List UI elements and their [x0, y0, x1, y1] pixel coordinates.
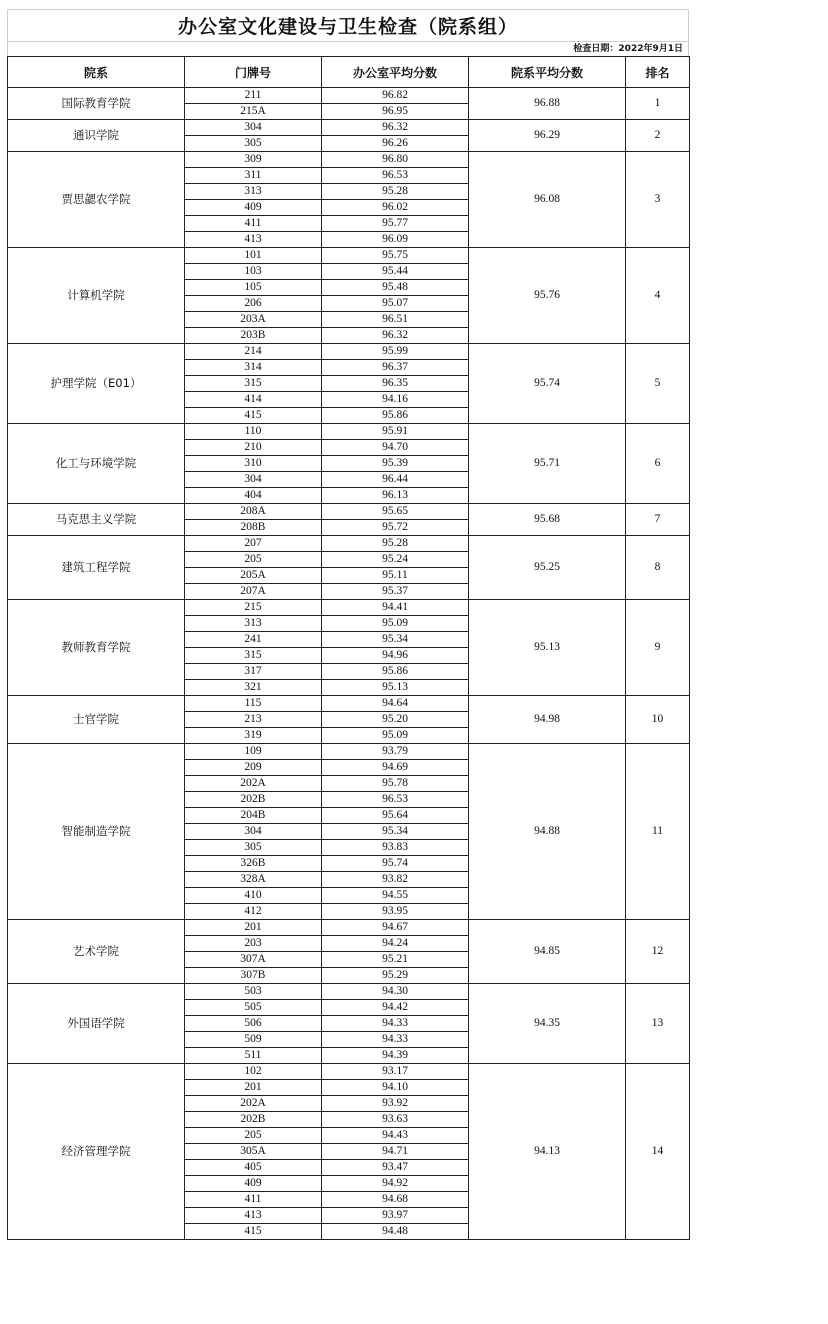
- table-row: [8, 1064, 690, 1080]
- office-avg-score: 95.24: [322, 552, 469, 568]
- room-number: 328A: [185, 872, 322, 888]
- room-number: 110: [185, 424, 322, 440]
- college-name: 贾思勰农学院: [8, 152, 185, 248]
- header-college-avg: 院系平均分数: [469, 57, 626, 88]
- office-avg-score: 95.11: [322, 568, 469, 584]
- office-avg-score: 94.68: [322, 1192, 469, 1208]
- office-avg-score: 93.97: [322, 1208, 469, 1224]
- room-number: 304: [185, 120, 322, 136]
- room-number: 511: [185, 1048, 322, 1064]
- table-row: [8, 344, 690, 360]
- room-number: 505: [185, 1000, 322, 1016]
- office-avg-score: 95.99: [322, 344, 469, 360]
- office-avg-score: 94.33: [322, 1032, 469, 1048]
- office-avg-score: 95.86: [322, 664, 469, 680]
- office-avg-score: 96.32: [322, 120, 469, 136]
- room-number: 413: [185, 232, 322, 248]
- room-number: 415: [185, 1224, 322, 1240]
- office-avg-score: 95.44: [322, 264, 469, 280]
- college-rank: 12: [626, 920, 690, 984]
- office-avg-score: 94.92: [322, 1176, 469, 1192]
- office-avg-score: 95.29: [322, 968, 469, 984]
- room-number: 321: [185, 680, 322, 696]
- office-avg-score: 94.64: [322, 696, 469, 712]
- college-avg-score: 95.76: [469, 248, 626, 344]
- room-number: 109: [185, 744, 322, 760]
- room-number: 405: [185, 1160, 322, 1176]
- office-avg-score: 95.64: [322, 808, 469, 824]
- room-number: 208A: [185, 504, 322, 520]
- room-number: 319: [185, 728, 322, 744]
- office-avg-score: 96.44: [322, 472, 469, 488]
- room-number: 202A: [185, 776, 322, 792]
- room-number: 313: [185, 184, 322, 200]
- room-number: 413: [185, 1208, 322, 1224]
- office-avg-score: 96.13: [322, 488, 469, 504]
- office-avg-score: 95.39: [322, 456, 469, 472]
- college-avg-score: 96.88: [469, 88, 626, 120]
- room-number: 409: [185, 200, 322, 216]
- college-name: 智能制造学院: [8, 744, 185, 920]
- room-number: 105: [185, 280, 322, 296]
- college-name: 外国语学院: [8, 984, 185, 1064]
- college-rank: 13: [626, 984, 690, 1064]
- office-avg-score: 94.10: [322, 1080, 469, 1096]
- office-avg-score: 95.86: [322, 408, 469, 424]
- office-avg-score: 94.70: [322, 440, 469, 456]
- office-avg-score: 95.20: [322, 712, 469, 728]
- office-avg-score: 93.63: [322, 1112, 469, 1128]
- room-number: 102: [185, 1064, 322, 1080]
- room-number: 506: [185, 1016, 322, 1032]
- table-row: [8, 984, 690, 1000]
- office-avg-score: 95.72: [322, 520, 469, 536]
- room-number: 215A: [185, 104, 322, 120]
- room-number: 313: [185, 616, 322, 632]
- college-avg-score: 95.13: [469, 600, 626, 696]
- college-avg-score: 94.85: [469, 920, 626, 984]
- college-rank: 4: [626, 248, 690, 344]
- header-row: [8, 57, 690, 88]
- sheet-title: 办公室文化建设与卫生检查（院系组）: [7, 9, 689, 41]
- date-label: 检查日期：: [573, 44, 619, 54]
- inspection-date: [7, 41, 689, 56]
- college-name: 通识学院: [8, 120, 185, 152]
- office-avg-score: 93.47: [322, 1160, 469, 1176]
- office-avg-score: 95.77: [322, 216, 469, 232]
- room-number: 115: [185, 696, 322, 712]
- room-number: 310: [185, 456, 322, 472]
- college-rank: 3: [626, 152, 690, 248]
- date-value: 2022年9月1日: [618, 44, 683, 54]
- college-name: 艺术学院: [8, 920, 185, 984]
- office-avg-score: 93.95: [322, 904, 469, 920]
- header-rank: 排名: [626, 57, 690, 88]
- room-number: 241: [185, 632, 322, 648]
- room-number: 204B: [185, 808, 322, 824]
- office-avg-score: 95.65: [322, 504, 469, 520]
- room-number: 415: [185, 408, 322, 424]
- room-number: 304: [185, 472, 322, 488]
- room-number: 414: [185, 392, 322, 408]
- office-avg-score: 95.91: [322, 424, 469, 440]
- room-number: 409: [185, 1176, 322, 1192]
- room-number: 211: [185, 88, 322, 104]
- college-rank: 6: [626, 424, 690, 504]
- office-avg-score: 95.74: [322, 856, 469, 872]
- table-row: [8, 88, 690, 104]
- room-number: 209: [185, 760, 322, 776]
- header-college: 院系: [8, 57, 185, 88]
- office-avg-score: 95.48: [322, 280, 469, 296]
- table-row: [8, 696, 690, 712]
- office-avg-score: 94.67: [322, 920, 469, 936]
- college-avg-score: 95.25: [469, 536, 626, 600]
- room-number: 201: [185, 1080, 322, 1096]
- room-number: 410: [185, 888, 322, 904]
- office-avg-score: 94.55: [322, 888, 469, 904]
- header-room: 门牌号: [185, 57, 322, 88]
- office-avg-score: 96.82: [322, 88, 469, 104]
- room-number: 215: [185, 600, 322, 616]
- room-number: 315: [185, 648, 322, 664]
- room-number: 203: [185, 936, 322, 952]
- room-number: 213: [185, 712, 322, 728]
- office-avg-score: 95.13: [322, 680, 469, 696]
- college-rank: 14: [626, 1064, 690, 1240]
- office-avg-score: 95.37: [322, 584, 469, 600]
- college-rank: 10: [626, 696, 690, 744]
- office-avg-score: 94.24: [322, 936, 469, 952]
- college-avg-score: 96.29: [469, 120, 626, 152]
- room-number: 214: [185, 344, 322, 360]
- college-avg-score: 95.68: [469, 504, 626, 536]
- room-number: 326B: [185, 856, 322, 872]
- table-row: [8, 152, 690, 168]
- room-number: 202A: [185, 1096, 322, 1112]
- office-avg-score: 96.53: [322, 792, 469, 808]
- office-avg-score: 96.09: [322, 232, 469, 248]
- room-number: 317: [185, 664, 322, 680]
- office-avg-score: 95.07: [322, 296, 469, 312]
- score-table: [7, 56, 690, 1240]
- college-name: 教师教育学院: [8, 600, 185, 696]
- room-number: 509: [185, 1032, 322, 1048]
- office-avg-score: 95.34: [322, 632, 469, 648]
- room-number: 202B: [185, 1112, 322, 1128]
- office-avg-score: 94.30: [322, 984, 469, 1000]
- college-avg-score: 95.71: [469, 424, 626, 504]
- college-rank: 2: [626, 120, 690, 152]
- room-number: 305: [185, 136, 322, 152]
- college-name: 马克思主义学院: [8, 504, 185, 536]
- room-number: 411: [185, 1192, 322, 1208]
- table-row: [8, 744, 690, 760]
- table-row: [8, 600, 690, 616]
- office-avg-score: 95.28: [322, 184, 469, 200]
- office-avg-score: 95.78: [322, 776, 469, 792]
- room-number: 205: [185, 1128, 322, 1144]
- college-rank: 11: [626, 744, 690, 920]
- room-number: 203B: [185, 328, 322, 344]
- college-rank: 9: [626, 600, 690, 696]
- room-number: 103: [185, 264, 322, 280]
- room-number: 202B: [185, 792, 322, 808]
- college-avg-score: 96.08: [469, 152, 626, 248]
- room-number: 315: [185, 376, 322, 392]
- office-avg-score: 94.48: [322, 1224, 469, 1240]
- office-avg-score: 95.09: [322, 728, 469, 744]
- room-number: 309: [185, 152, 322, 168]
- college-name: 士官学院: [8, 696, 185, 744]
- table-row: [8, 920, 690, 936]
- office-avg-score: 94.96: [322, 648, 469, 664]
- room-number: 201: [185, 920, 322, 936]
- office-avg-score: 96.95: [322, 104, 469, 120]
- college-avg-score: 95.74: [469, 344, 626, 424]
- room-number: 207A: [185, 584, 322, 600]
- office-avg-score: 96.53: [322, 168, 469, 184]
- college-name: 化工与环境学院: [8, 424, 185, 504]
- room-number: 304: [185, 824, 322, 840]
- college-avg-score: 94.13: [469, 1064, 626, 1240]
- room-number: 208B: [185, 520, 322, 536]
- room-number: 305: [185, 840, 322, 856]
- office-avg-score: 93.92: [322, 1096, 469, 1112]
- college-name: 国际教育学院: [8, 88, 185, 120]
- college-name: 经济管理学院: [8, 1064, 185, 1240]
- room-number: 307A: [185, 952, 322, 968]
- college-rank: 1: [626, 88, 690, 120]
- table-row: [8, 424, 690, 440]
- office-avg-score: 95.34: [322, 824, 469, 840]
- room-number: 205A: [185, 568, 322, 584]
- college-rank: 7: [626, 504, 690, 536]
- office-avg-score: 94.33: [322, 1016, 469, 1032]
- office-avg-score: 96.37: [322, 360, 469, 376]
- table-row: [8, 536, 690, 552]
- office-avg-score: 94.69: [322, 760, 469, 776]
- table-row: [8, 120, 690, 136]
- office-avg-score: 96.02: [322, 200, 469, 216]
- office-avg-score: 93.79: [322, 744, 469, 760]
- header-office-avg: 办公室平均分数: [322, 57, 469, 88]
- office-avg-score: 95.09: [322, 616, 469, 632]
- room-number: 203A: [185, 312, 322, 328]
- college-rank: 8: [626, 536, 690, 600]
- office-avg-score: 96.26: [322, 136, 469, 152]
- college-avg-score: 94.35: [469, 984, 626, 1064]
- office-avg-score: 96.80: [322, 152, 469, 168]
- room-number: 101: [185, 248, 322, 264]
- room-number: 314: [185, 360, 322, 376]
- room-number: 205: [185, 552, 322, 568]
- office-avg-score: 93.83: [322, 840, 469, 856]
- inspection-sheet: [7, 9, 689, 1240]
- office-avg-score: 93.82: [322, 872, 469, 888]
- room-number: 307B: [185, 968, 322, 984]
- room-number: 210: [185, 440, 322, 456]
- college-name: 计算机学院: [8, 248, 185, 344]
- table-row: [8, 504, 690, 520]
- college-avg-score: 94.98: [469, 696, 626, 744]
- table-body: [8, 88, 690, 1240]
- office-avg-score: 94.41: [322, 600, 469, 616]
- office-avg-score: 96.32: [322, 328, 469, 344]
- college-name: 护理学院（E01）: [8, 344, 185, 424]
- room-number: 207: [185, 536, 322, 552]
- college-avg-score: 94.88: [469, 744, 626, 920]
- office-avg-score: 95.21: [322, 952, 469, 968]
- room-number: 404: [185, 488, 322, 504]
- room-number: 411: [185, 216, 322, 232]
- office-avg-score: 94.71: [322, 1144, 469, 1160]
- table-row: [8, 248, 690, 264]
- office-avg-score: 95.75: [322, 248, 469, 264]
- office-avg-score: 95.28: [322, 536, 469, 552]
- office-avg-score: 94.42: [322, 1000, 469, 1016]
- office-avg-score: 96.51: [322, 312, 469, 328]
- office-avg-score: 93.17: [322, 1064, 469, 1080]
- college-rank: 5: [626, 344, 690, 424]
- room-number: 206: [185, 296, 322, 312]
- room-number: 305A: [185, 1144, 322, 1160]
- office-avg-score: 96.35: [322, 376, 469, 392]
- room-number: 503: [185, 984, 322, 1000]
- office-avg-score: 94.43: [322, 1128, 469, 1144]
- office-avg-score: 94.16: [322, 392, 469, 408]
- room-number: 412: [185, 904, 322, 920]
- office-avg-score: 94.39: [322, 1048, 469, 1064]
- room-number: 311: [185, 168, 322, 184]
- college-name: 建筑工程学院: [8, 536, 185, 600]
